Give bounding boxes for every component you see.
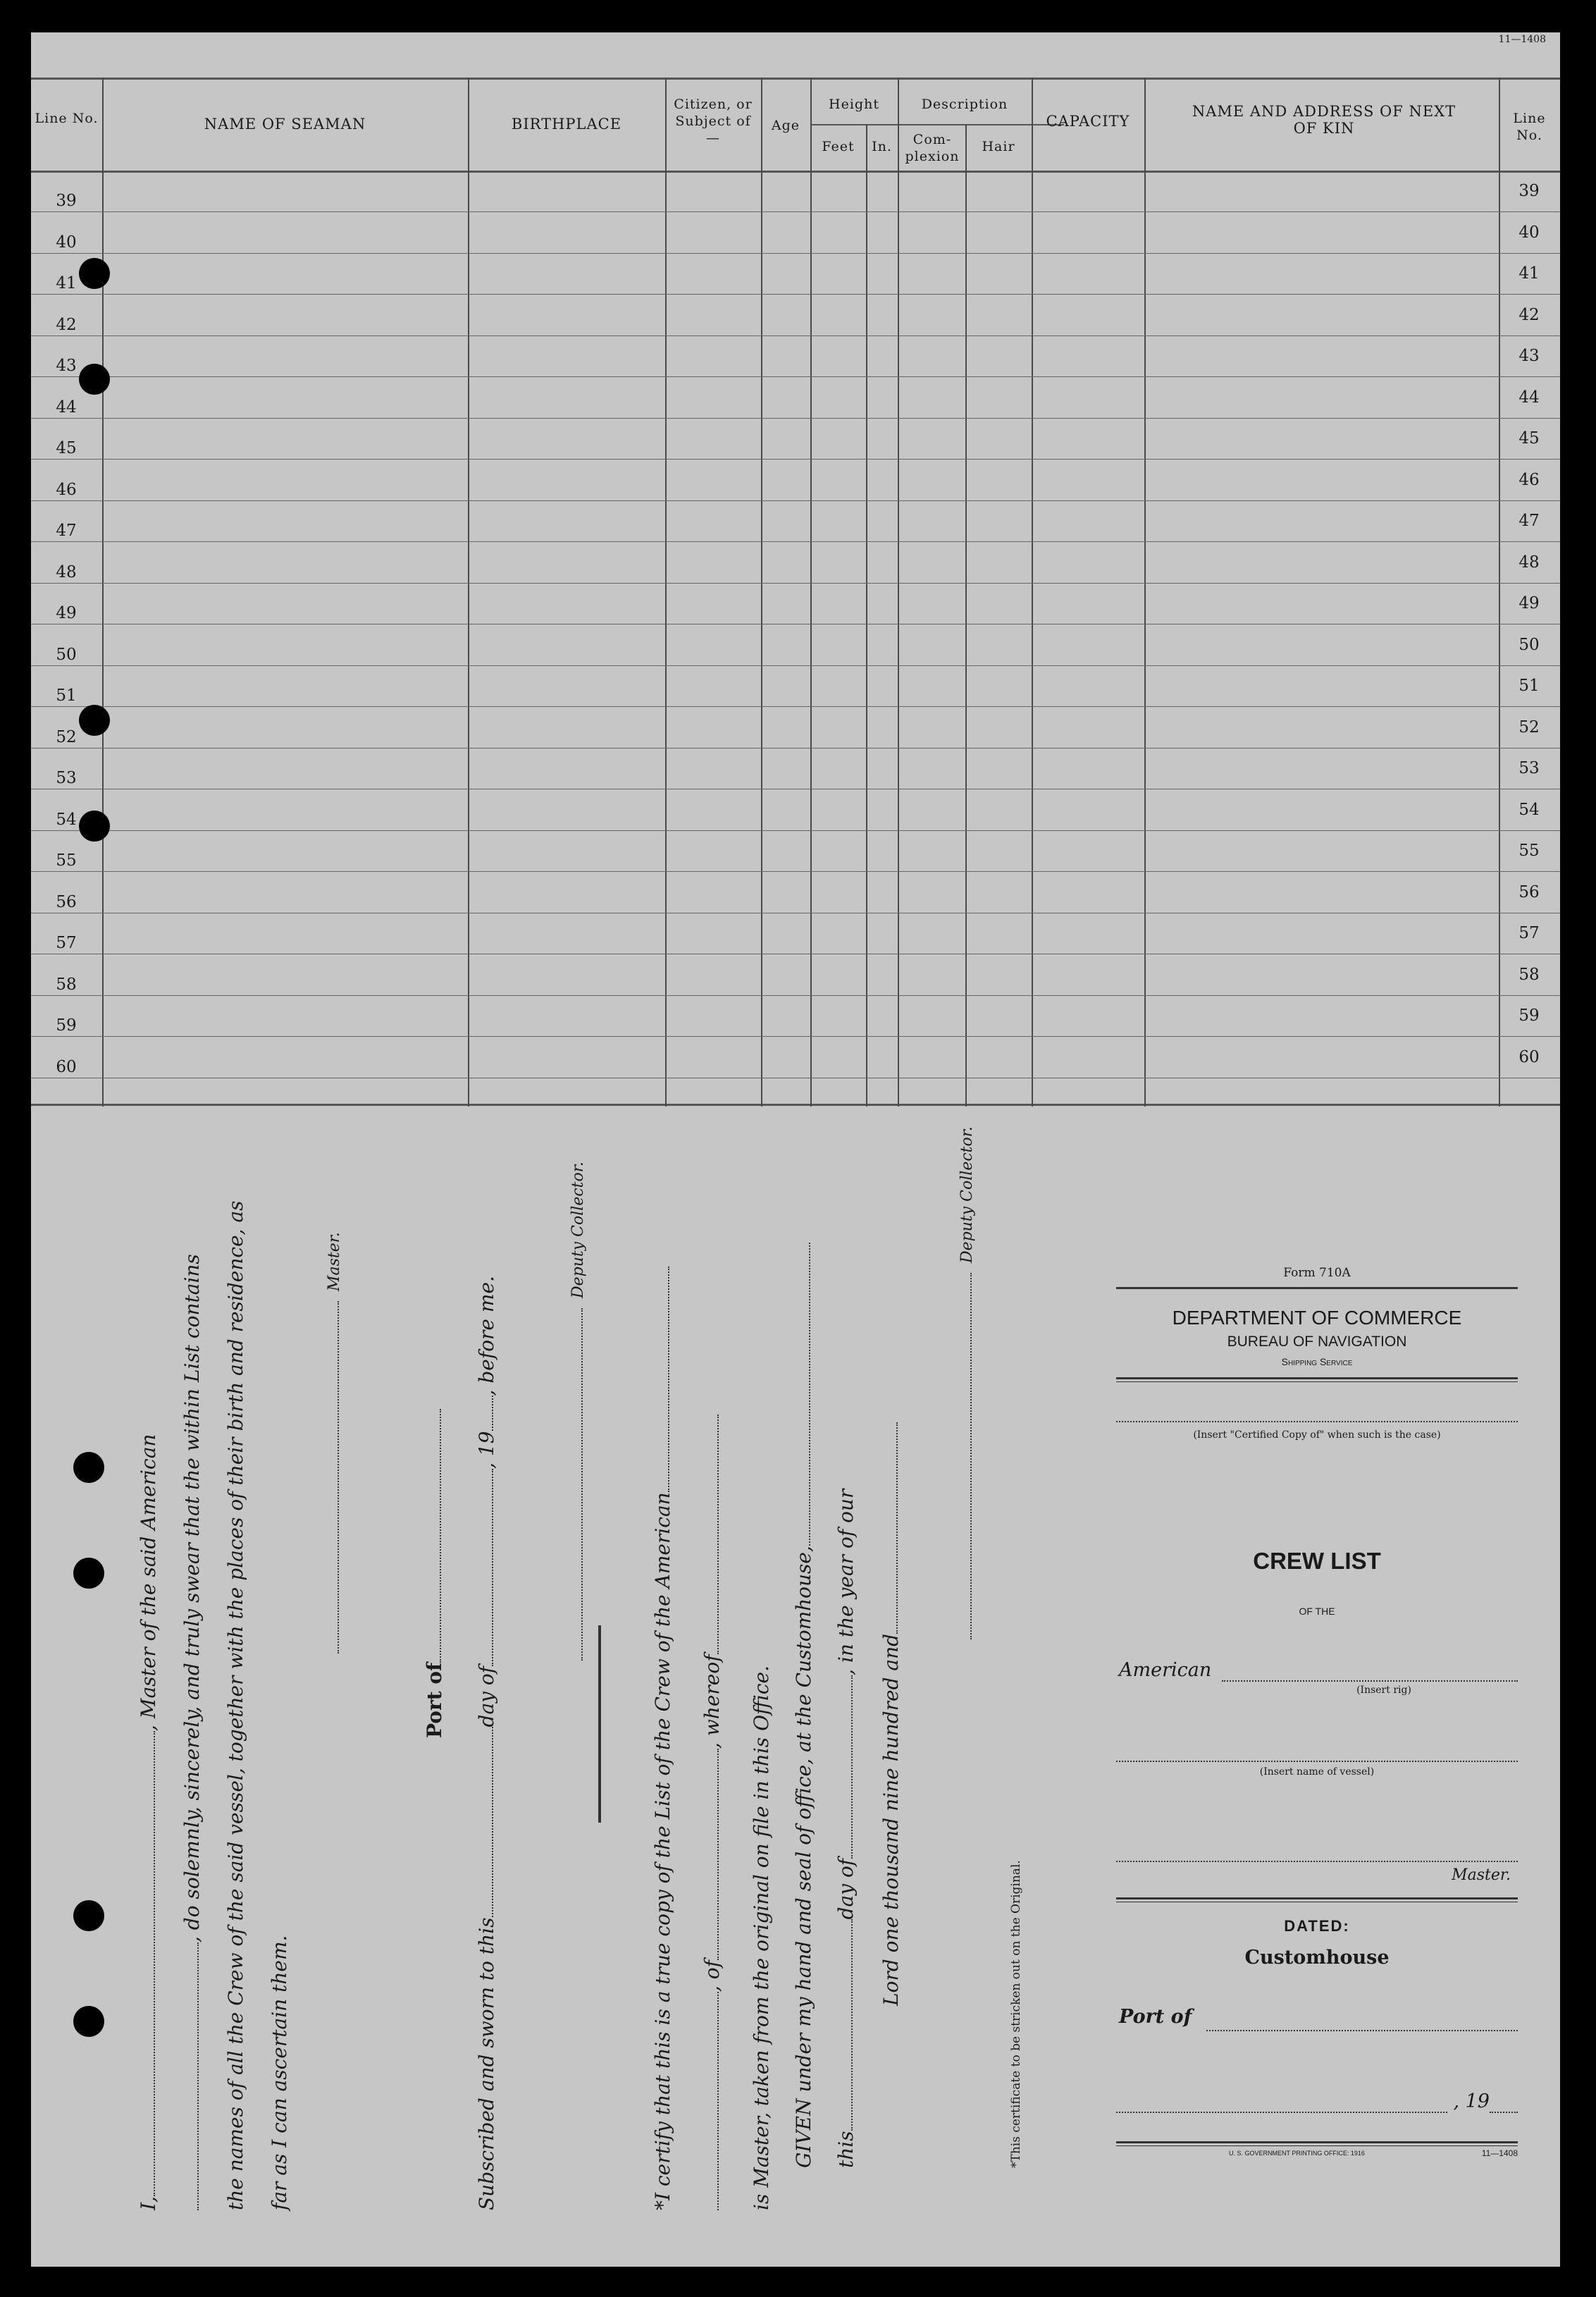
cover-rule [1116, 1287, 1518, 1289]
row-rule [31, 418, 1560, 419]
insert-rig-note: (Insert rig) [1356, 1685, 1411, 1696]
header-description: Description [921, 97, 1008, 112]
table-bottom-rule [31, 1104, 1560, 1106]
line-number-left: 49 [56, 604, 77, 622]
port-line [1206, 2030, 1518, 2031]
cover-rule [1116, 1381, 1518, 1382]
line-number-right: 56 [1518, 882, 1540, 901]
port-of: Port of [423, 1409, 446, 1738]
line-number-right: 46 [1518, 470, 1540, 489]
cover-master-label: Master. [1452, 1866, 1511, 1884]
row-rule [31, 665, 1560, 666]
line-number-right: 47 [1518, 512, 1540, 530]
header-birthplace: BIRTHPLACE [511, 116, 622, 133]
row-rule [31, 1036, 1560, 1037]
line-number-right: 50 [1518, 635, 1540, 654]
row-rule [31, 294, 1560, 295]
cover-rule [1116, 1897, 1518, 1899]
row-rule [31, 459, 1560, 460]
certificate-line-6: Lord one thousand nine hundred and [879, 1422, 903, 2006]
header-feet: Feet [822, 139, 855, 154]
line-number-right: 39 [1518, 182, 1540, 200]
row-rule [31, 541, 1560, 542]
dated-label: DATED: [1284, 1917, 1350, 1935]
header-citizen: Citizen, or Subject of— [674, 97, 753, 146]
line-number-left: 54 [56, 810, 77, 829]
line-number-left: 45 [56, 439, 77, 457]
line-number-right: 59 [1518, 1006, 1540, 1025]
punch-hole [73, 1452, 104, 1483]
bureau: BUREAU OF NAVIGATION [1227, 1334, 1407, 1350]
col-line [898, 78, 899, 1107]
cover-nineteen: , 19 [1453, 2090, 1490, 2112]
row-rule [31, 583, 1560, 584]
line-number-left: 48 [56, 562, 77, 581]
header-line-no-right: Line No. [1513, 111, 1546, 143]
certificate-line-5: thisday of, in the year of our [834, 1489, 858, 2168]
line-number-right: 54 [1518, 800, 1540, 819]
subscribed-line: Subscribed and sworn to thisday of, 19, before me. [475, 1276, 498, 2210]
header-inches: In. [872, 139, 892, 154]
year-line [1490, 2112, 1518, 2113]
col-line [866, 124, 867, 1107]
of-the: OF THE [1299, 1606, 1335, 1617]
line-number-right: 45 [1518, 429, 1540, 448]
line-number-left: 44 [56, 398, 77, 417]
row-rule [31, 500, 1560, 501]
header-name-of-seaman: NAME OF SEAMAN [204, 116, 366, 133]
row-rule [31, 253, 1560, 254]
rig-line [1222, 1680, 1518, 1682]
row-rule [31, 830, 1560, 831]
line-number-right: 60 [1518, 1047, 1540, 1066]
separator-line [598, 1625, 601, 1823]
certificate-line-1: *I certify that this is a true copy of the List of the Crew of the American [651, 1267, 674, 2210]
punch-hole [73, 1900, 104, 1931]
line-number-left: 60 [56, 1057, 77, 1076]
header-height: Height [829, 97, 879, 112]
row-rule [31, 335, 1560, 336]
col-line [102, 78, 104, 1107]
punch-hole [73, 2006, 104, 2037]
american-label: American [1119, 1659, 1212, 1681]
header-hair: Hair [982, 139, 1015, 154]
col-line [1032, 78, 1033, 1107]
crew-list-sheet [31, 32, 1560, 2267]
line-number-left: 50 [56, 645, 77, 664]
line-number-right: 57 [1518, 924, 1540, 942]
crew-list-title: CREW LIST [1253, 1548, 1381, 1574]
row-rule [31, 376, 1560, 377]
line-number-right: 55 [1518, 842, 1540, 860]
master-line [1116, 1861, 1518, 1862]
master-signature: Master. [326, 1232, 343, 1654]
line-number-left: 42 [56, 315, 77, 334]
col-line [1499, 78, 1500, 1107]
line-number-left: 53 [56, 769, 77, 787]
cover-rule [1116, 2141, 1518, 2143]
deputy-collector-1: Deputy Collector. [569, 1162, 587, 1661]
shipping-service: Shipping Service [1281, 1356, 1353, 1367]
col-line [1144, 78, 1146, 1107]
deputy-collector-2: Deputy Collector. [958, 1126, 976, 1639]
line-number-right: 51 [1518, 677, 1540, 695]
oath-line-2: , do solemnly, sincerely, and truly swear that the within List contains [180, 1254, 204, 2210]
certificate-line-2: , of, whereof [700, 1415, 724, 2210]
header-age: Age [771, 118, 800, 133]
line-number-left: 43 [56, 357, 77, 375]
line-number-left: 56 [56, 892, 77, 911]
oath-line-3: the names of all the Crew of the said vessel, together with the places of their birth and residence, as [224, 1200, 247, 2210]
row-rule [31, 871, 1560, 872]
line-number-right: 40 [1518, 223, 1540, 242]
row-rule [31, 748, 1560, 749]
line-number-right: 43 [1518, 347, 1540, 365]
certified-copy-note: (Insert "Certified Copy of" when such is the case) [1193, 1429, 1441, 1441]
certificate-line-3: is Master, taken from the original on file in this Office. [750, 1665, 773, 2210]
header-next-of-kin: NAME AND ADDRESS OF NEXT OF KIN [1192, 103, 1456, 137]
line-number-right: 53 [1518, 759, 1540, 777]
vessel-name-line [1116, 1761, 1518, 1762]
line-number-right: 48 [1518, 553, 1540, 572]
punch-hole [79, 811, 110, 842]
line-number-left: 47 [56, 522, 77, 540]
line-number-left: 58 [56, 975, 77, 994]
col-line [810, 78, 812, 1107]
punch-hole [79, 705, 110, 736]
table-top-rule [31, 78, 1560, 80]
line-number-left: 51 [56, 686, 77, 705]
line-number-right: 52 [1518, 718, 1540, 737]
header-complexion: Com- plexion [905, 132, 960, 164]
col-line [468, 78, 469, 1107]
col-line [665, 78, 667, 1107]
line-number-left: 46 [56, 480, 77, 499]
line-number-left: 52 [56, 727, 77, 746]
certified-copy-line [1116, 1421, 1518, 1422]
date-line [1116, 2112, 1447, 2113]
header-line-no: Line No. [35, 111, 99, 126]
cover-rule [1116, 2145, 1518, 2146]
line-number-right: 49 [1518, 594, 1540, 612]
line-number-right: 42 [1518, 305, 1540, 324]
printing-office: U. S. GOVERNMENT PRINTING OFFICE: 1916 [1229, 2150, 1365, 2157]
department: DEPARTMENT OF COMMERCE [1172, 1307, 1462, 1329]
line-number-left: 39 [56, 192, 77, 210]
col-line [965, 124, 967, 1107]
certificate-footnote: *This certificate to be stricken out on the Original. [1009, 1860, 1023, 2168]
line-number-right: 41 [1518, 264, 1540, 283]
punch-hole [73, 1558, 104, 1589]
cover-form-code: 11—1408 [1481, 2148, 1518, 2158]
height-desc-subrule [810, 124, 1064, 125]
line-number-left: 59 [56, 1016, 77, 1035]
form-number: Form 710A [1283, 1266, 1351, 1280]
row-rule [31, 211, 1560, 212]
line-number-right: 58 [1518, 965, 1540, 984]
oath-line-1: I,, Master of the said American [137, 1434, 160, 2210]
insert-name-note: (Insert name of vessel) [1259, 1766, 1375, 1778]
punch-hole [79, 364, 110, 395]
oath-line-4: far as I can ascertain them. [268, 1935, 291, 2210]
punch-hole [79, 258, 110, 289]
header-bottom-rule [31, 171, 1560, 173]
line-number-left: 55 [56, 851, 77, 870]
form-code-top: 11—1408 [1498, 34, 1546, 45]
line-number-left: 41 [56, 274, 77, 292]
cover-port-of: Port of [1119, 2006, 1192, 2028]
customhouse-label: Customhouse [1244, 1947, 1390, 1969]
row-rule [31, 995, 1560, 996]
cover-rule [1116, 1377, 1518, 1379]
line-number-right: 44 [1518, 388, 1540, 407]
row-rule [31, 706, 1560, 707]
certificate-line-4: GIVEN under my hand and seal of office, at the Customhouse, [792, 1243, 815, 2168]
line-number-left: 57 [56, 934, 77, 952]
col-line [761, 78, 762, 1107]
line-number-left: 40 [56, 233, 77, 252]
header-capacity: CAPACITY [1046, 113, 1130, 130]
